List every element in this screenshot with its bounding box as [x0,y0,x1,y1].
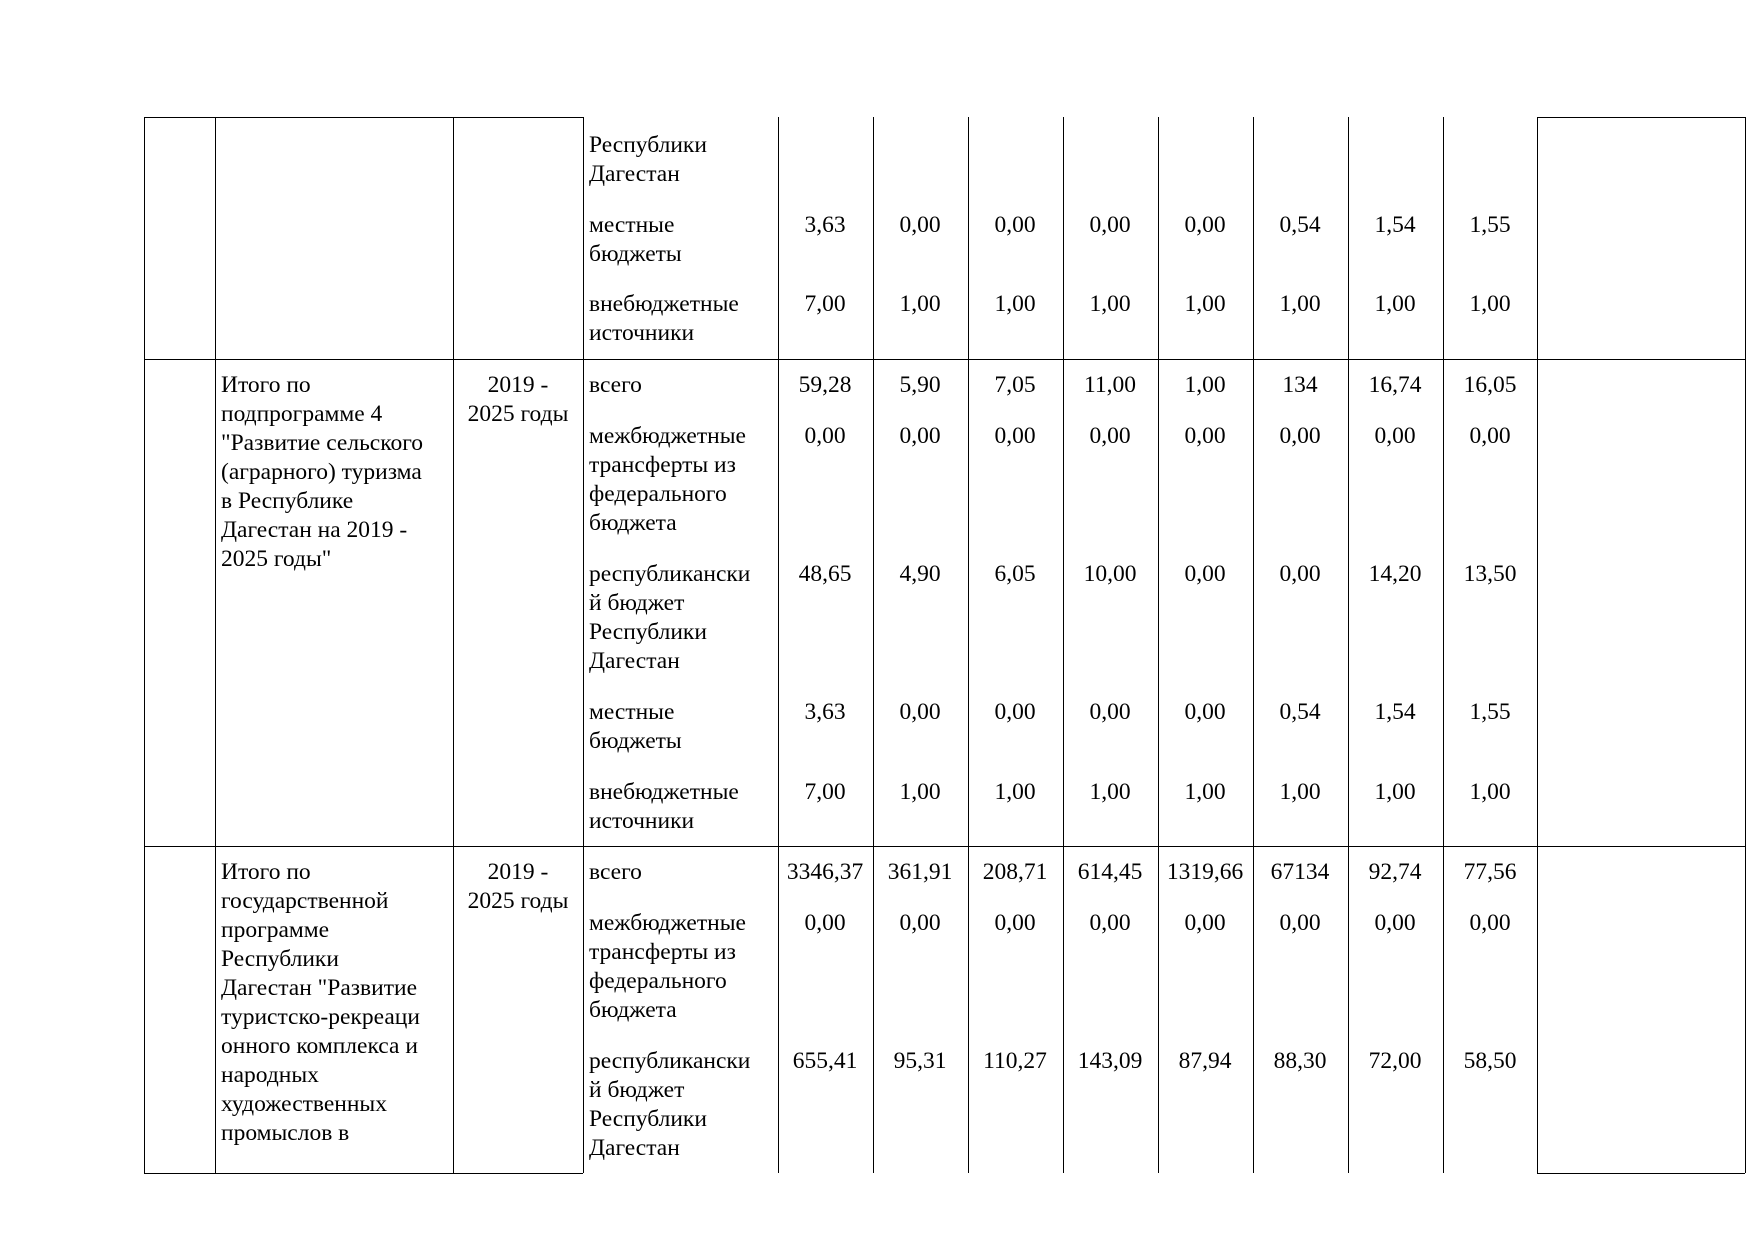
year-value: 77,56 [1463,859,1517,885]
year-value: 1,00 [1184,291,1226,317]
column-border [1443,117,1444,1173]
funding-source-line: Республики [589,1106,707,1132]
funding-source-line: республикански [589,1048,751,1074]
year-value: 0,00 [1089,423,1131,449]
total-value: 48,65 [798,561,852,587]
section-name-line: 2025 годы" [221,546,332,572]
row-border [1537,1173,1745,1174]
total-value: 655,41 [792,1048,858,1074]
section-name-line: Итого по [221,372,311,398]
funding-source-line: бюджеты [589,728,682,754]
funding-source-line: внебюджетные [589,291,739,317]
section-name-line: художественных [221,1091,387,1117]
funding-source-line: бюджета [589,997,677,1023]
section-name-line: государственной [221,888,389,914]
year-value: 0,00 [994,212,1036,238]
year-value: 1,54 [1374,699,1416,725]
year-value: 14,20 [1368,561,1422,587]
year-value: 0,00 [899,699,941,725]
column-border [1348,117,1349,1173]
funding-source-line: Дагестан [589,648,680,674]
section-name-line: подпрограмме 4 [221,401,383,427]
year-value: 208,71 [982,859,1048,885]
year-value: 0,00 [1374,910,1416,936]
funding-source-line: Республики [589,619,707,645]
year-value: 0,00 [1089,910,1131,936]
section-name-line: народных [221,1062,319,1088]
year-value: 1,00 [1374,291,1416,317]
funding-source-line: Дагестан [589,161,680,187]
year-value: 0,00 [1374,423,1416,449]
total-value: 7,00 [804,779,846,805]
year-value: 0,00 [1089,699,1131,725]
row-border [1537,846,1745,847]
section-name-line: онного комплекса и [221,1033,418,1059]
year-value: 0,00 [899,423,941,449]
section-name-line: программе [221,917,330,943]
funding-source-line: Дагестан [589,1135,680,1161]
year-value: 11,00 [1083,372,1136,398]
year-value: 7,05 [994,372,1036,398]
year-value: 1,00 [994,779,1036,805]
year-value: 0,00 [899,212,941,238]
column-border [968,117,969,1173]
funding-source-line: Республики [589,132,707,158]
funding-source-line: источники [589,320,695,346]
column-border [583,117,584,1173]
row-border [583,846,1537,847]
row-border [1537,359,1745,360]
funding-source-line: всего [589,859,642,885]
column-border [1158,117,1159,1173]
section-name-line: в Республике [221,488,354,514]
funding-source-line: федерального [589,481,727,507]
year-value: 5,90 [899,372,941,398]
period-line: 2025 годы [467,401,569,427]
year-value: 1,00 [994,291,1036,317]
year-value: 0,00 [1089,212,1131,238]
total-value: 3346,37 [786,859,864,885]
funding-source-line: трансферты из [589,452,736,478]
year-value: 0,00 [994,910,1036,936]
year-value: 1,00 [1184,779,1226,805]
funding-source-line: федерального [589,968,727,994]
year-value: 1,00 [1469,779,1511,805]
column-border [215,117,216,1173]
year-value: 143,09 [1077,1048,1143,1074]
funding-source-line: источники [589,808,695,834]
year-value: 614,45 [1077,859,1143,885]
total-value: 0,00 [804,423,846,449]
year-value: 58,50 [1463,1048,1517,1074]
column-border [1253,117,1254,1173]
funding-source-line: внебюджетные [589,779,739,805]
section-name-line: Дагестан "Развитие [221,975,417,1001]
column-border [778,117,779,1173]
funding-source-line: всего [589,372,642,398]
year-value: 110,27 [983,1048,1047,1074]
total-value: 3,63 [804,699,846,725]
row-border [144,117,583,118]
year-value: 0,00 [1279,910,1321,936]
year-value: 1,00 [1279,291,1321,317]
section-name-line: "Развитие сельского [221,430,423,456]
year-value: 87,94 [1178,1048,1232,1074]
section-name-line: промыслов в [221,1120,350,1146]
year-value: 72,00 [1368,1048,1422,1074]
year-value: 1,00 [1089,779,1131,805]
year-value: 1,55 [1469,699,1511,725]
column-border [1063,117,1064,1173]
year-value: 0,00 [1279,561,1321,587]
column-border [453,117,454,1173]
year-value: 0,00 [899,910,941,936]
row-border [583,359,1537,360]
year-value: 0,00 [1469,423,1511,449]
column-border [1537,117,1538,1173]
year-value: 0,54 [1279,699,1321,725]
year-value: 361,91 [887,859,953,885]
year-value: 1,00 [1184,372,1226,398]
year-value: 0,00 [1184,561,1226,587]
year-value: 1,00 [899,779,941,805]
year-value: 0,54 [1279,212,1321,238]
total-value: 59,28 [798,372,852,398]
year-value: 88,30 [1273,1048,1327,1074]
year-value: 0,00 [1184,212,1226,238]
row-border [144,359,583,360]
funding-source-line: межбюджетные [589,423,746,449]
year-value: 1,00 [1374,779,1416,805]
year-value: 0,00 [1184,699,1226,725]
funding-source-line: й бюджет [589,590,685,616]
total-value: 7,00 [804,291,846,317]
funding-source-line: трансферты из [589,939,736,965]
year-value: 1319,66 [1166,859,1244,885]
section-name-line: туристско-рекреаци [221,1004,420,1030]
total-value: 3,63 [804,212,846,238]
funding-source-line: бюджета [589,510,677,536]
section-name-line: Итого по [221,859,311,885]
funding-source-line: республикански [589,561,751,587]
year-value: 1,55 [1469,212,1511,238]
year-value: 0,00 [1469,910,1511,936]
column-border [873,117,874,1173]
row-border [1537,117,1745,118]
year-value: 0,00 [1279,423,1321,449]
funding-source-line: й бюджет [589,1077,685,1103]
section-name-line: Республики [221,946,339,972]
year-value: 1,54 [1374,212,1416,238]
section-name-line: Дагестан на 2019 - [221,517,408,543]
year-value: 6,05 [994,561,1036,587]
year-value: 1,00 [1089,291,1131,317]
year-value: 95,31 [893,1048,947,1074]
year-value: 10,00 [1083,561,1137,587]
total-value: 0,00 [804,910,846,936]
row-border [144,1173,583,1174]
year-value: 67134 [1270,859,1330,885]
year-value: 1,00 [1469,291,1511,317]
year-value: 1,00 [1279,779,1321,805]
column-border [144,117,145,1173]
column-border [1745,117,1746,1173]
year-value: 4,90 [899,561,941,587]
year-value: 1,00 [899,291,941,317]
year-value: 92,74 [1368,859,1422,885]
period-line: 2019 - [487,372,549,398]
year-value: 0,00 [1184,423,1226,449]
funding-source-line: местные [589,212,675,238]
year-value: 16,05 [1463,372,1517,398]
period-line: 2025 годы [467,888,569,914]
funding-source-line: местные [589,699,675,725]
funding-source-line: межбюджетные [589,910,746,936]
year-value: 134 [1282,372,1318,398]
period-line: 2019 - [487,859,549,885]
year-value: 0,00 [1184,910,1226,936]
year-value: 0,00 [994,699,1036,725]
funding-source-line: бюджеты [589,241,682,267]
section-name-line: (аграрного) туризма [221,459,422,485]
year-value: 13,50 [1463,561,1517,587]
row-border [144,846,583,847]
year-value: 16,74 [1368,372,1422,398]
year-value: 0,00 [994,423,1036,449]
